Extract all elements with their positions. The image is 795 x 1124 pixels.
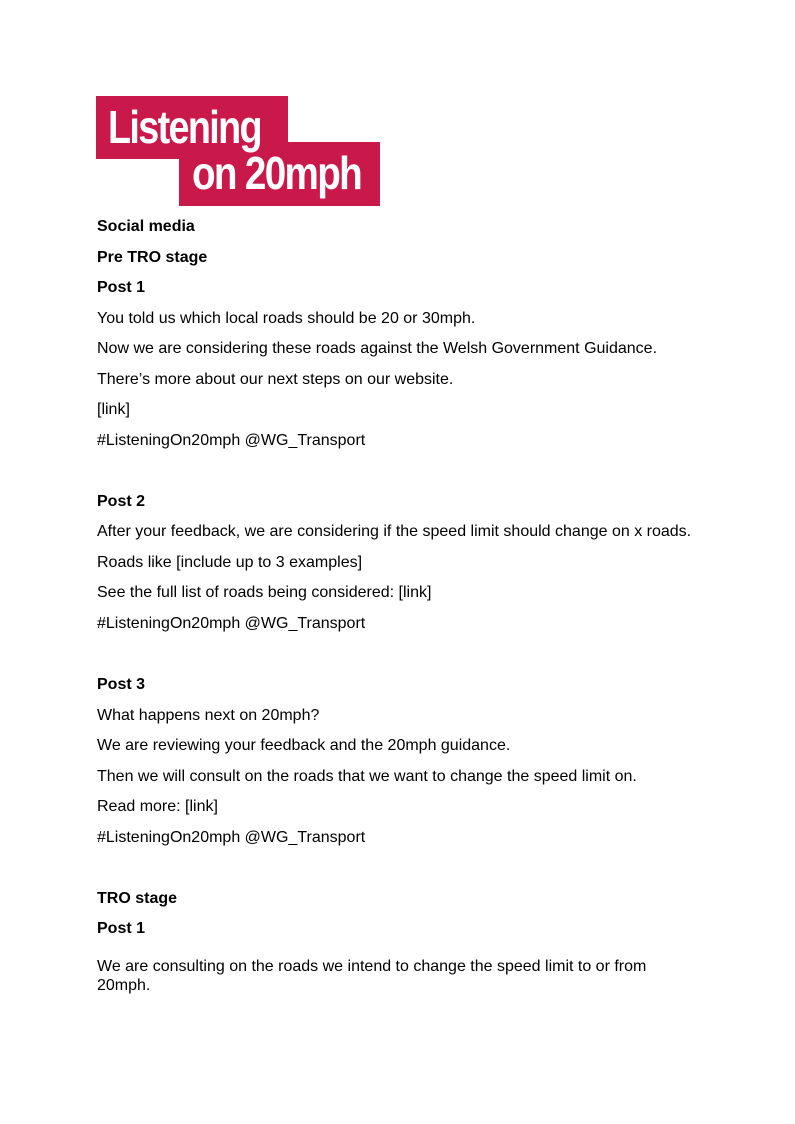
pre-tro-post3-line: We are reviewing your feedback and the 20mph guidance. — [97, 737, 511, 754]
pre-tro-post3-line: What happens next on 20mph? — [97, 707, 320, 724]
section-heading-pre-tro: Pre TRO stage — [97, 249, 208, 266]
section-heading-tro: TRO stage — [97, 890, 178, 907]
pre-tro-post3-line: Then we will consult on the roads that we want to change the speed limit on. — [97, 768, 637, 785]
pre-tro-post3-link: Read more: [link] — [97, 798, 218, 815]
pre-tro-post3-title: Post 3 — [97, 676, 146, 693]
tro-post1-text: We are consulting on the roads we intend to change the speed limit to or from 20mph. — [97, 958, 647, 994]
pre-tro-post1-line: There’s more about our next steps on our website. — [97, 371, 454, 388]
pre-tro-post2-line: After your feedback, we are considering if the speed limit should change on x roads. — [97, 523, 692, 540]
pre-tro-post2-title: Post 2 — [97, 493, 146, 510]
tro-post1-title: Post 1 — [97, 920, 146, 937]
pre-tro-post2-hashtags: #ListeningOn20mph @WG_Transport — [97, 615, 366, 632]
pre-tro-post3-hashtags: #ListeningOn20mph @WG_Transport — [97, 829, 366, 846]
pre-tro-post2-line: See the full list of roads being considered: [link] — [97, 584, 432, 601]
section-heading-social-media: Social media — [97, 218, 195, 235]
logo-text-listening: Listening — [108, 101, 261, 153]
logo-text-on-20mph: on 20mph — [192, 147, 362, 199]
pre-tro-post1-link: [link] — [97, 401, 130, 418]
pre-tro-post1-line: Now we are considering these roads against the Welsh Government Guidance. — [97, 340, 658, 357]
pre-tro-post1-hashtags: #ListeningOn20mph @WG_Transport — [97, 432, 366, 449]
pre-tro-post1-line: You told us which local roads should be 20 or 30mph. — [97, 310, 476, 327]
listening-on-20mph-logo — [96, 96, 380, 206]
pre-tro-post1-title: Post 1 — [97, 279, 146, 296]
pre-tro-post2-line: Roads like [include up to 3 examples] — [97, 554, 363, 571]
